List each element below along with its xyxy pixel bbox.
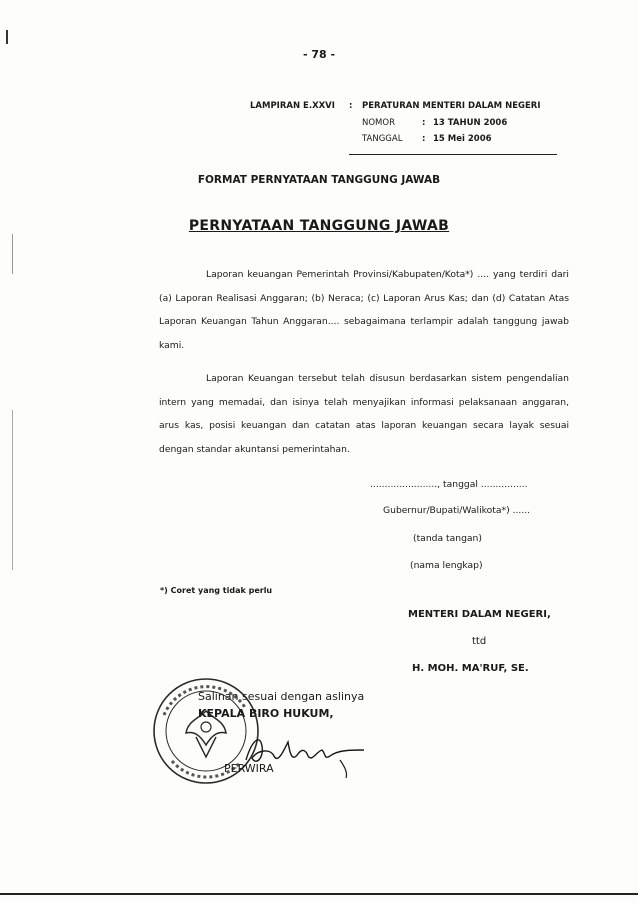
- binder-mark-mid: [12, 234, 13, 274]
- minister-title: MENTERI DALAM NEGERI,: [408, 609, 551, 620]
- certification-line-1: Salinan sesuai dengan aslinya: [198, 690, 365, 703]
- lampiran-label: LAMPIRAN E.XXVI: [250, 101, 335, 111]
- minister-name: H. MOH. MA'RUF, SE.: [412, 663, 529, 674]
- paragraph-1: Laporan keuangan Pemerintah Provinsi/Kabupaten/Kota*) .... yang terdiri dari (a) Laporan Realisasi Anggaran; (b) Neraca; (c) Laporan Arus Kas; dan (d) Catatan Atas Laporan Keuangan Tahun Anggaran.... sebagaimana terlampir adalah tanggung jawab kami.: [159, 269, 569, 351]
- main-heading: PERNYATAAN TANGGUNG JAWAB: [188, 218, 450, 234]
- nomor-value: 13 TAHUN 2006: [433, 118, 508, 128]
- tanggal-value: 15 Mei 2006: [433, 134, 492, 144]
- nomor-label: NOMOR: [362, 118, 395, 128]
- place-date-line: ......................., tanggal ................: [370, 479, 528, 490]
- peraturan-title: PERATURAN MENTERI DALAM NEGERI: [362, 101, 541, 111]
- header-rule: [349, 154, 557, 155]
- certification-line-2: KEPALA BIRO HUKUM,: [198, 707, 334, 720]
- handwritten-signature: [240, 720, 370, 780]
- signature-placeholder: (tanda tangan): [413, 533, 482, 544]
- full-name-placeholder: (nama lengkap): [410, 560, 483, 571]
- header-sep: :: [349, 101, 353, 111]
- format-title: FORMAT PERNYATAAN TANGGUNG JAWAB: [197, 174, 441, 186]
- bottom-scan-line: [0, 893, 638, 895]
- tanggal-sep: :: [422, 134, 426, 144]
- signatory-position: Gubernur/Bupati/Walikota*) ......: [383, 505, 531, 516]
- footnote: *) Coret yang tidak perlu: [160, 586, 273, 595]
- attachment-header: [0, 0, 638, 160]
- minister-ttd: ttd: [472, 636, 487, 647]
- binder-mark-low: [12, 410, 13, 570]
- tanggal-label: TANGGAL: [362, 134, 403, 144]
- page-number: - 78 -: [302, 48, 336, 61]
- paragraph-2: Laporan Keuangan tersebut telah disusun berdasarkan sistem pengendalian intern yang memadai, dan isinya telah menyajikan informasi pelaksanaan anggaran, arus kas, posisi keuangan dan catatan atas laporan keuangan secara layak sesuai dengan standar akuntansi pemerintahan.: [159, 373, 569, 455]
- nomor-sep: :: [422, 118, 426, 128]
- certification-line-3: PERWIRA: [224, 762, 274, 775]
